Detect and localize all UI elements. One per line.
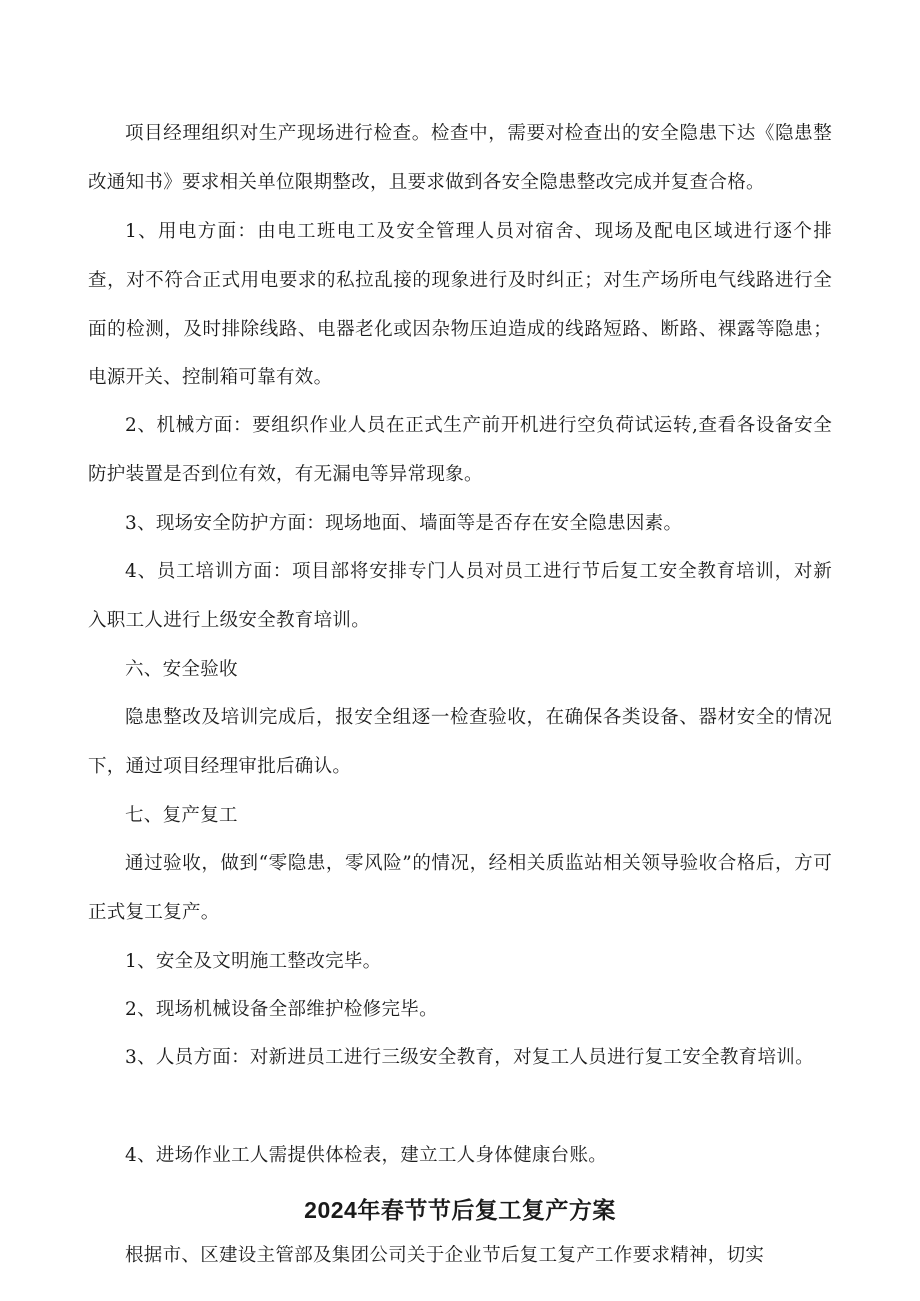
paragraph-site-protection: 3、现场安全防护方面：现场地面、墙面等是否存在安全隐患因素。 bbox=[125, 513, 683, 534]
heading-resume-production: 七、复产复工 bbox=[125, 805, 238, 826]
paragraph-acceptance: 隐患整改及培训完成后，报安全组逐一检查验收，在确保各类设备、器材安全的情况下，通过项目经理审批后确认。 bbox=[88, 707, 832, 777]
list-item-health-records: 4、进场作业工人需提供体检表，建立工人身体健康台账。 bbox=[125, 1145, 608, 1166]
list-item-personnel: 3、人员方面：对新进员工进行三级安全教育，对复工人员进行复工安全教育培训。 bbox=[125, 1047, 814, 1068]
paragraph-intro: 根据市、区建设主管部及集团公司关于企业节后复工复产工作要求精神，切实 bbox=[125, 1245, 765, 1266]
list-item-civilized-construction: 1、安全及文明施工整改完毕。 bbox=[125, 951, 382, 972]
list-item-equipment-maintenance: 2、现场机械设备全部维护检修完毕。 bbox=[125, 999, 438, 1020]
heading-safety-acceptance: 六、安全验收 bbox=[125, 659, 238, 680]
paragraph-electricity: 1、用电方面：由电工班电工及安全管理人员对宿舍、现场及配电区域进行逐个排查，对不符合正式用电要求的私拉乱接的现象进行及时纠正；对生产场所电气线路进行全面的检测，及时排除线路、电器老化或因杂物压迫造成的线路短路、断路、裸露等隐患；电源开关、控制箱可靠有效。 bbox=[88, 221, 832, 389]
paragraph-inspection: 项目经理组织对生产现场进行检查。检查中，需要对检查出的安全隐患下达《隐患整改通知书》要求相关单位限期整改，且要求做到各安全隐患整改完成并复查合格。 bbox=[88, 123, 832, 193]
paragraph-training: 4、员工培训方面：项目部将安排专门人员对员工进行节后复工安全教育培训，对新入职工人进行上级安全教育培训。 bbox=[88, 561, 832, 631]
document-title: 2024年春节节后复工复产方案 bbox=[304, 1197, 616, 1223]
paragraph-machinery: 2、机械方面：要组织作业人员在正式生产前开机进行空负荷试运转,查看各设备安全防护装置是否到位有效，有无漏电等异常现象。 bbox=[88, 415, 832, 485]
paragraph-resume: 通过验收，做到“零隐患，零风险”的情况，经相关质监站相关领导验收合格后，方可正式复工复产。 bbox=[88, 853, 832, 923]
